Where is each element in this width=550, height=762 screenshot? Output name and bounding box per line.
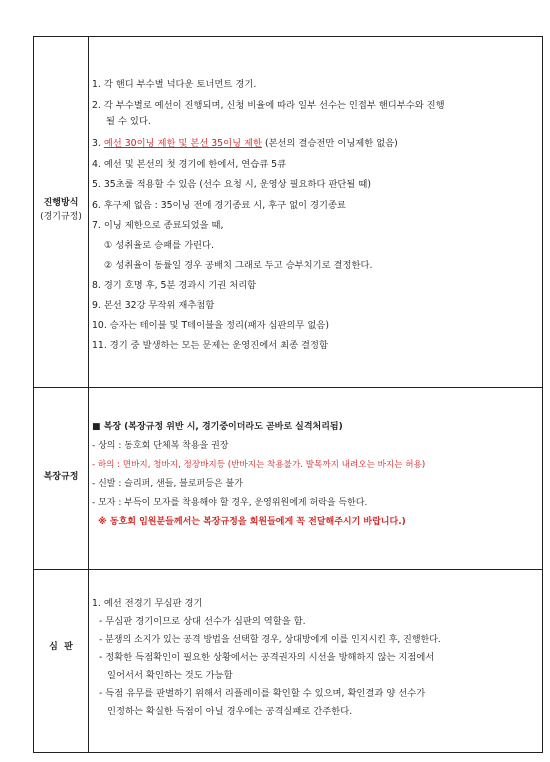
referee-line-4-cont: 일어서서 확인하는 것도 가능함 (107, 670, 233, 681)
progress-line-3-number: 3. (92, 138, 104, 149)
referee-line-5: - 득점 유무를 판별하기 위해서 리플레이를 확인할 수 있으며, 확인결과 양 선수가 (99, 688, 426, 699)
referee-line-1: 1. 예선 전경기 무심판 경기 (92, 598, 203, 609)
progress-line-10: 10. 승자는 테이블 및 T테이블을 정리(패자 심판의무 없음) (92, 320, 330, 331)
progress-line-2-cont: 될 수 있다. (106, 116, 151, 127)
progress-line-7: 7. 이닝 제한으로 종료되었을 때, (92, 220, 224, 231)
row-label-title: 진행방식 (43, 198, 79, 208)
dress-top: - 상의 : 동호회 단체복 착용을 권장 (92, 441, 229, 451)
row-label-subtitle: (경기규정) (40, 212, 82, 222)
progress-line-11: 11. 경기 중 발생하는 모든 문제는 운영진에서 최종 결정함 (92, 340, 329, 351)
table-divider-1 (33, 387, 543, 388)
progress-line-7-sub-2: ② 성취율이 동률일 경우 공배치 그래로 두고 승부치기로 결정한다. (104, 260, 373, 271)
table-border-right (542, 36, 543, 753)
table-border-bottom (33, 752, 543, 753)
table-border-top (33, 36, 543, 37)
row-label-dress: 복장규정 (43, 472, 79, 482)
referee-line-4: - 정확한 득점확인이 필요한 상황에서는 공격권자의 시선을 방해하지 않는 지점에서 (99, 652, 435, 663)
progress-line-3 (92, 137, 398, 151)
table-divider-2 (33, 569, 543, 570)
row-label-referee: 심 판 (49, 642, 73, 652)
referee-line-3: - 분쟁의 소지가 있는 공격 방법을 선택할 경우, 상대방에게 이를 인지시킨 후, 진행한다. (99, 635, 441, 645)
progress-line-4: 4. 예선 및 본선의 첫 경기에 한에서, 연습큐 5큐 (92, 159, 287, 170)
progress-line-6: 6. 후구제 없음 : 35이닝 전에 경기종료 시, 후구 없이 경기종료 (92, 200, 346, 211)
progress-line-7-sub-1: ① 성취율로 승패를 가린다. (104, 240, 214, 251)
progress-line-9: 9. 본선 32강 무작위 재추첨함 (92, 300, 215, 311)
referee-line-2: - 무심판 경기이므로 상대 선수가 심판의 역할을 함. (99, 616, 306, 627)
dress-notice: ※ 동호회 임원분들께서는 복장규정을 회원들에게 꼭 전달해주시기 바랍니다.) (98, 517, 406, 527)
progress-line-3-highlight: 예선 30이닝 제한 및 본선 35이닝 제한 (103, 138, 262, 149)
dress-hat: - 모자 : 부득이 모자를 착용해야 할 경우, 운영위원에게 허락을 득한다. (92, 498, 368, 508)
dress-shoes: - 신발 : 슬리퍼, 샌들, 블로퍼등은 불가 (92, 479, 243, 489)
progress-line-5: 5. 35초룰 적용할 수 있음 (선수 요청 시, 운영상 필요하다 판단될 때) (92, 179, 371, 190)
progress-line-3-note: (본선의 결승전만 이닝제한 없음) (261, 138, 398, 149)
row-label-progress (33, 196, 89, 224)
progress-line-8: 8. 경기 호명 후, 5분 경과시 기권 처리함 (92, 280, 257, 291)
dress-heading: ■ 복장 (복장규정 위반 시, 경기중이더라도 곧바로 실격처리됨) (92, 422, 343, 432)
dress-bottom: - 하의 : 면바지, 청바지, 정장바지등 (반바지는 착용불가. 발목까지 내려오는 바지는 허용) (92, 460, 426, 470)
progress-line-2: 2. 각 부수별로 예선이 진행되며, 신청 비율에 따라 일부 선수는 인접부 핸디부수와 진행 (92, 100, 445, 111)
referee-line-5-cont: 인정하는 확실한 득점이 아닐 경우에는 공격실패로 간주한다. (107, 706, 353, 717)
progress-line-1: 1. 각 핸디 부수별 넉다운 토너먼트 경기. (92, 79, 257, 90)
